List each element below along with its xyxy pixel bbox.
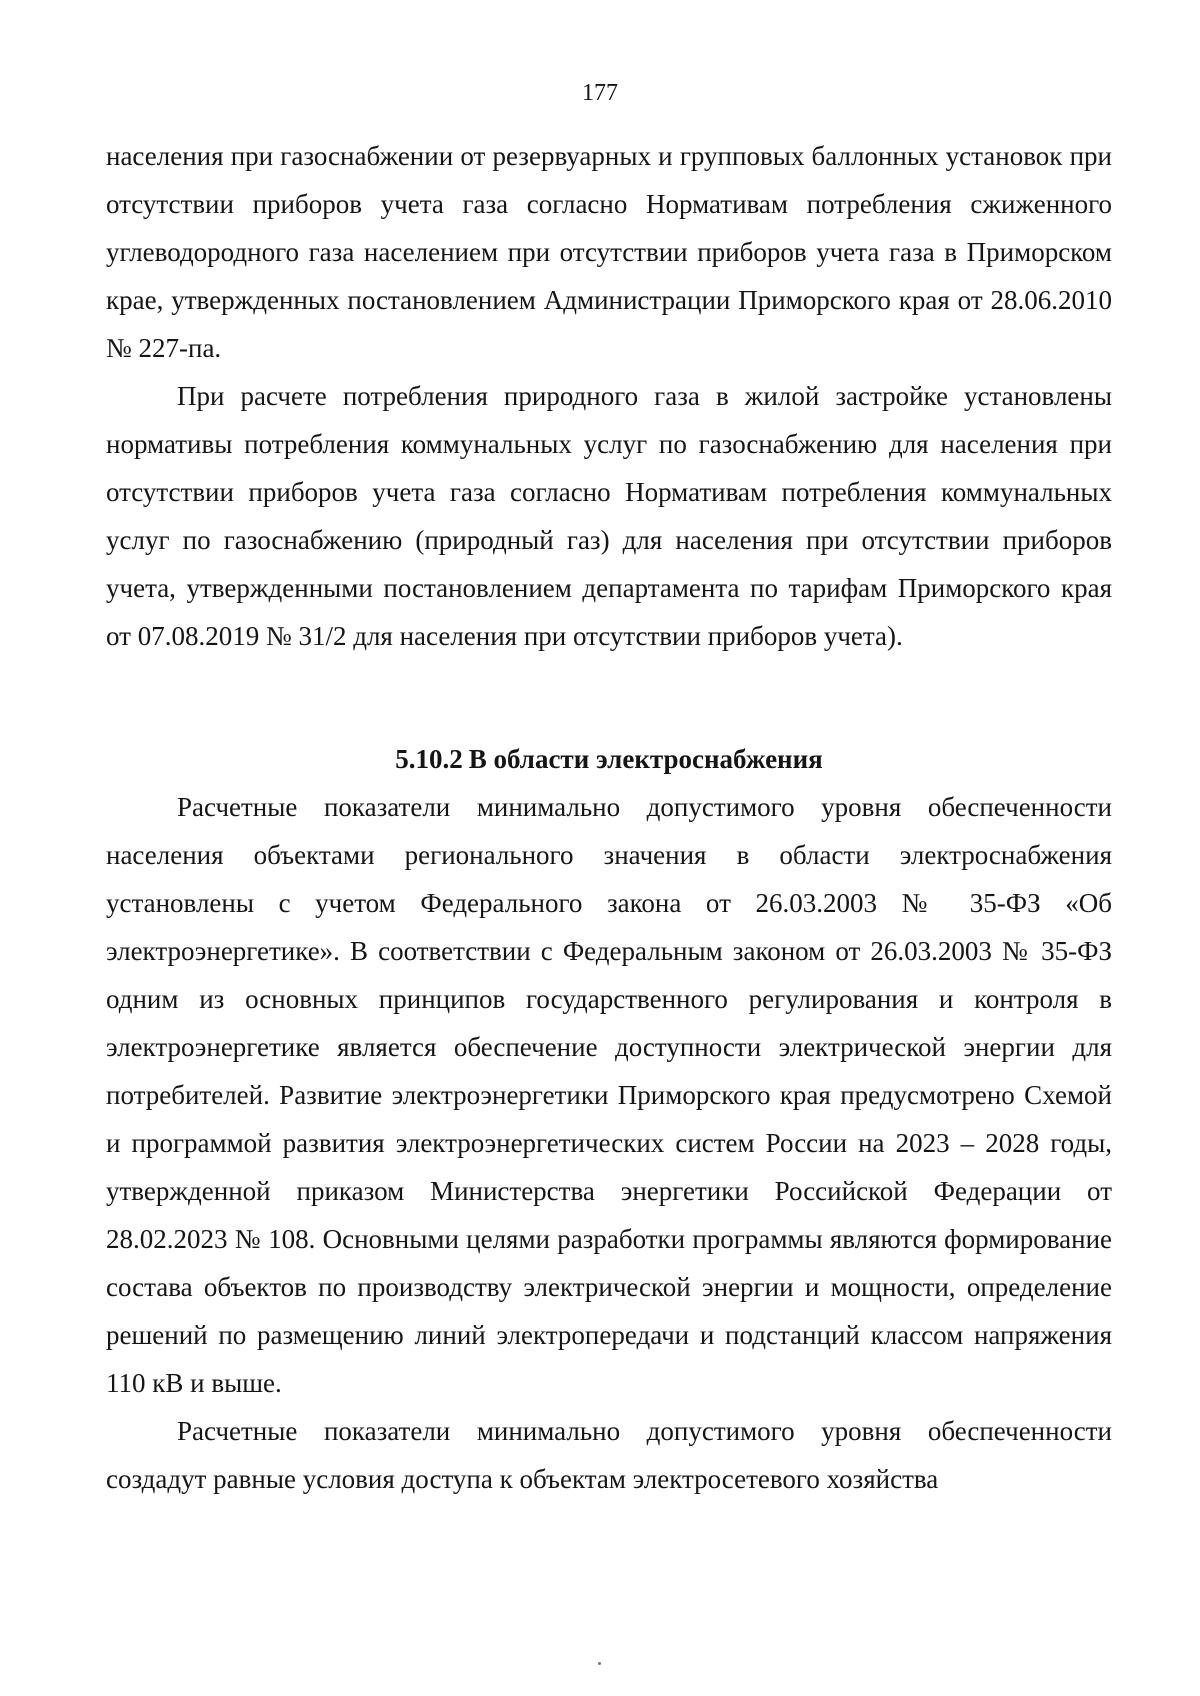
- section-number: 5.10.2: [395, 744, 463, 774]
- paragraph-gas-continuation: населения при газоснабжении от резервуарных и групповых баллонных установок при отсутствии приборов учета газа согласно Нормативам потребления сжиженного углеводородного газа населением при отсутствии приборов учета газа в Приморском крае, утвержденных постановлением Администрации Приморского края от 28.06.2010 № 227-па.: [106, 141, 1112, 363]
- scan-speck: [598, 1662, 601, 1665]
- document-body: [106, 132, 1112, 1503]
- page-number: 177: [582, 80, 618, 106]
- section-heading: [106, 735, 1112, 783]
- paragraph-electricity-indicators: Расчетные показатели минимально допустимого уровня обеспеченности населения объектами регионального значения в области электроснабжения установлены с учетом Федерального закона от 26.03.2003 № 35-ФЗ «Об электроэнергетике». В соответствии с Федеральным законом от 26.03.2003 № 35-ФЗ одним из основных принципов государственного регулирования и контроля в электроэнергетике является обеспечение доступности электрической энергии для потребителей. Развитие электроэнергетики Приморского края предусмотрено Схемой и программой развития электроэнергетических систем России на 2023 – 2028 годы, утвержденной приказом Министерства энергетики Российской Федерации от 28.02.2023 № 108. Основными целями разработки программы являются формирование состава объектов по производству электрической энергии и мощности, определение решений по размещению линий электропередачи и подстанций классом напряжения 110 кВ и выше.: [106, 792, 1112, 1398]
- paragraph-equal-access: Расчетные показатели минимально допустимого уровня обеспеченности создадут равные условия доступа к объектам электросетевого хозяйства: [106, 1416, 1112, 1494]
- paragraph-natural-gas: При расчете потребления природного газа в жилой застройке установлены нормативы потребления коммунальных услуг по газоснабжению для населения при отсутствии приборов учета газа согласно Нормативам потребления коммунальных услуг по газоснабжению (природный газ) для населения при отсутствии приборов учета, утвержденными постановлением департамента по тарифам Приморского края от 07.08.2019 № 31/2 для населения при отсутствии приборов учета).: [106, 381, 1112, 651]
- section-title: В области электроснабжения: [468, 744, 823, 774]
